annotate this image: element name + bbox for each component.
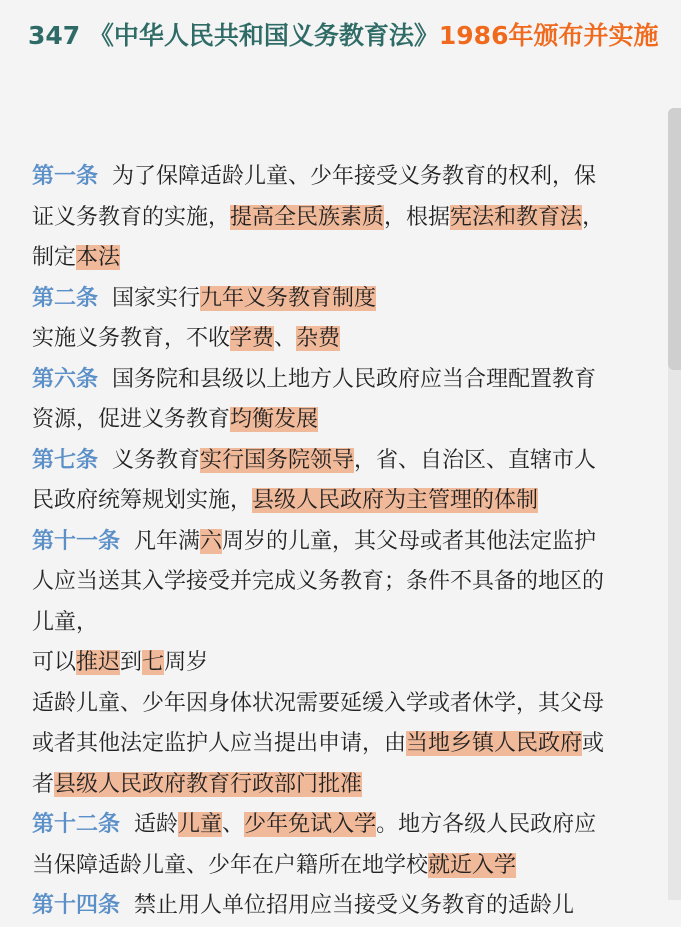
content-line (32, 603, 650, 644)
highlight: 儿童 (178, 812, 223, 837)
content-line (32, 765, 650, 806)
highlight: 七 (142, 650, 165, 675)
content-line (32, 684, 650, 725)
content-line (32, 724, 650, 765)
text: 周岁的儿童，其父母或者其他法定监护 (222, 528, 597, 554)
text: 。地方各级人民政府应 (376, 812, 597, 837)
highlight: 宪法和教育法 (450, 204, 583, 230)
content-line (32, 400, 650, 441)
text: ，根据 (384, 204, 451, 230)
text: 国家实行 (112, 285, 201, 311)
content-line (32, 522, 650, 563)
text: 或 (582, 731, 605, 756)
article-label: 第一条 (32, 164, 99, 189)
text: 儿童， (32, 609, 99, 635)
content-line (32, 360, 650, 401)
highlight: 学费 (230, 326, 275, 351)
highlight: 就近入学 (428, 852, 517, 878)
highlight: 少年免试入学 (244, 812, 377, 837)
article-label: 第七条 (32, 447, 99, 473)
highlight: 杂费 (296, 326, 341, 351)
text: 证义务教育的实施， (32, 204, 231, 230)
text: 者 (32, 771, 55, 797)
text: ，省、自治区、直辖市人 (354, 447, 597, 473)
content-line (32, 198, 650, 239)
highlight: 县级人民政府为主管理的体制 (252, 488, 539, 513)
text: ， (582, 204, 605, 230)
text: 、 (274, 326, 297, 351)
highlight: 当地乡镇人民政府 (406, 731, 583, 756)
content-line (32, 805, 650, 846)
article-label: 第六条 (32, 366, 99, 392)
highlight: 县级人民政府教育行政部门批准 (54, 771, 363, 797)
content-line (32, 441, 650, 482)
text: 人应当送其入学接受并完成义务教育；条件不具备的地区的 (32, 569, 605, 594)
law-content (32, 157, 650, 927)
content-line (32, 238, 650, 279)
text: 为了保障适龄儿童、少年接受义务教育的权利，保 (112, 164, 597, 189)
text: 可以 (32, 650, 77, 675)
text: 周岁 (164, 650, 209, 675)
content-line (32, 886, 650, 927)
content-line (32, 846, 650, 887)
article-label: 第十二条 (32, 812, 121, 837)
text: 、 (222, 812, 245, 837)
content-line (32, 562, 650, 603)
content-line (32, 279, 650, 320)
scrollbar-thumb[interactable] (668, 108, 681, 370)
highlight: 推迟 (76, 650, 121, 675)
title-prefix: 347 《中华人民共和国义务教育法》 (28, 21, 439, 50)
highlight: 实行国务院领导 (200, 447, 355, 473)
content-line (32, 319, 650, 360)
article-label: 第十四条 (32, 893, 121, 918)
text: 凡年满 (134, 528, 201, 554)
highlight: 提高全民族素质 (230, 204, 385, 230)
title-date: 1986年颁布并实施 (438, 21, 659, 50)
content-line (32, 643, 650, 684)
highlight: 六 (200, 528, 223, 554)
text: 实施义务教育，不收 (32, 326, 231, 351)
text: 到 (120, 650, 143, 675)
text: 适龄儿童、少年因身体状况需要延缓入学或者休学，其父母 (32, 690, 605, 716)
highlight: 九年义务教育制度 (200, 285, 377, 311)
content-line (32, 481, 650, 522)
text: 资源，促进义务教育 (32, 407, 231, 432)
article-label: 第十一条 (32, 528, 121, 554)
page-title (28, 14, 668, 57)
text: 国务院和县级以上地方人民政府应当合理配置教育 (112, 366, 597, 392)
text: 当保障适龄儿童、少年在户籍所在地学校 (32, 852, 429, 878)
highlight: 本法 (76, 245, 121, 270)
article-label: 第二条 (32, 285, 99, 311)
text: 禁止用人单位招用应当接受义务教育的适龄儿 (134, 893, 575, 918)
text: 适龄 (134, 812, 179, 837)
text: 民政府统筹规划实施， (32, 488, 253, 513)
highlight: 均衡发展 (230, 407, 319, 432)
text: 义务教育 (112, 447, 201, 473)
text: 制定 (32, 245, 77, 270)
text: 或者其他法定监护人应当提出申请，由 (32, 731, 407, 756)
content-line (32, 157, 650, 198)
